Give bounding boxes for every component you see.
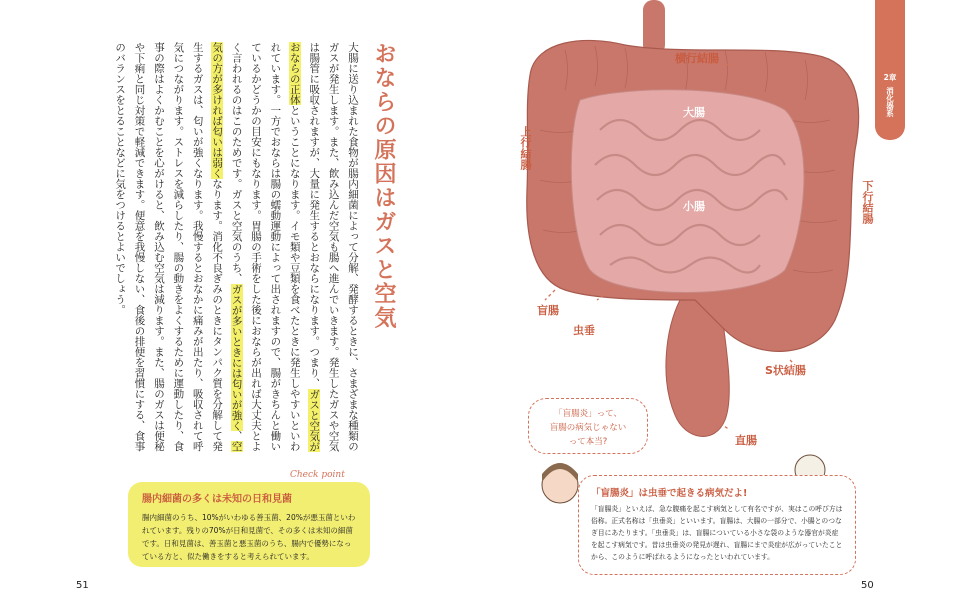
- highlighted-text: ガスが多いときには匂いが強く: [230, 283, 243, 431]
- upper-tube-shape: [643, 0, 665, 55]
- highlighted-text: ガスと空気がおならの正体: [288, 42, 321, 452]
- page-title: おならの原因はガスと空気: [371, 42, 396, 330]
- highlighted-text: 空気の方が多ければ匂いは弱く: [211, 42, 243, 452]
- body-text-segment: ということになります。イモ類や豆類を食べたときに発生しやすいといわれています。一方でおならは腸の蠕動運動によって出されますので、腸がきちんと働いているかどうかの目安にもなります。胃腸の手術をした後におならが出れば大丈夫とよく言われるのはこのためです。ガスと空気のうち、: [230, 42, 301, 452]
- page-number-left: 51: [76, 580, 89, 591]
- label-large-intestine: 大腸: [683, 106, 705, 119]
- chapter-tab-section: 消化器系: [885, 87, 895, 117]
- chapter-tab: [875, 0, 905, 140]
- page-number-right: 50: [861, 580, 874, 591]
- label-descending-colon: 下行結腸: [861, 180, 874, 224]
- label-cecum: 盲腸: [537, 304, 559, 317]
- question-line-3: って本当?: [568, 437, 608, 447]
- answer-body: 「盲腸炎」といえば、急な腹痛を起こす病気として有名ですが、実はこの呼び方は俗称。正式名称は「虫垂炎」といいます。盲腸は、大腸の一部分で、小腸とのつなぎ目にあたります。「虫垂炎」は、盲腸についている小さな袋のような器官が炎症を起こす病気です。昔は虫垂炎の発見が遅れ、盲腸にまで炎症が広がっていたことから、このように呼ばれるようになったといわれています。: [591, 505, 843, 561]
- label-rectum: 直腸: [735, 434, 757, 447]
- question-bubble: [528, 398, 648, 454]
- label-appendix: 虫垂: [573, 324, 595, 337]
- question-line-2: 盲腸の病気じゃない: [549, 423, 627, 433]
- right-page: [485, 0, 970, 600]
- check-point-body: 腸内細菌のうち、10%がいわゆる善玉菌、20%が悪玉菌といわれています。残りの70%が日和見菌で、その多くは未知の細菌です。日和見菌は、善玉菌と悪玉菌のうち、腸内で優勢になっている方と、似た働きをすると考えられています。: [142, 513, 356, 561]
- body-text-segment: なります。消化不良ぎみのときにタンパク質を分解して発生するガスは、匂いが強くなります。我慢するとおなかに痛みが出たり、吸収されて呼気につながります。ストレスを減らしたり、腸の動きをよくするために運動したり、食事の際はよくかむことを心がけると、飲み込む空気は減ります。また、腸のガスは便秘や下痢と同じ対策で軽減できます。便意を我慢しない、食後の排便を習慣にする、食事のバランスをとることなどに気をつけるとよいでしょう。: [114, 42, 224, 452]
- label-ascending-colon: 上行結腸: [519, 126, 532, 170]
- check-point-title: 腸内細菌の多くは未知の日和見菌: [142, 494, 292, 505]
- body-text-segment: 、: [230, 430, 243, 441]
- answer-title: 「盲腸炎」は虫垂で起きる病気だよ!: [591, 488, 748, 499]
- check-point-box: [128, 482, 370, 567]
- check-point-label: Check point: [290, 470, 345, 480]
- answer-box: [578, 475, 856, 575]
- body-text-segment: 大腸に送り込まれた食物が腸内細菌によって分解、発酵するときに、さまざまな種類のガスが発生します。また、飲み込んだ空気も腸へ進んでいきます。発生したガスや空気は腸管に吸収されますが、大量に発生するとおならになります。つまり、: [308, 42, 359, 452]
- label-transverse-colon: 横行結腸: [675, 52, 719, 65]
- chapter-tab-number: 2章: [883, 73, 897, 82]
- question-line-1: 「盲腸炎」って、: [554, 409, 622, 419]
- label-small-intestine: 小腸: [683, 200, 705, 213]
- body-text: [92, 42, 362, 457]
- label-sigmoid-colon: S状結腸: [765, 364, 806, 377]
